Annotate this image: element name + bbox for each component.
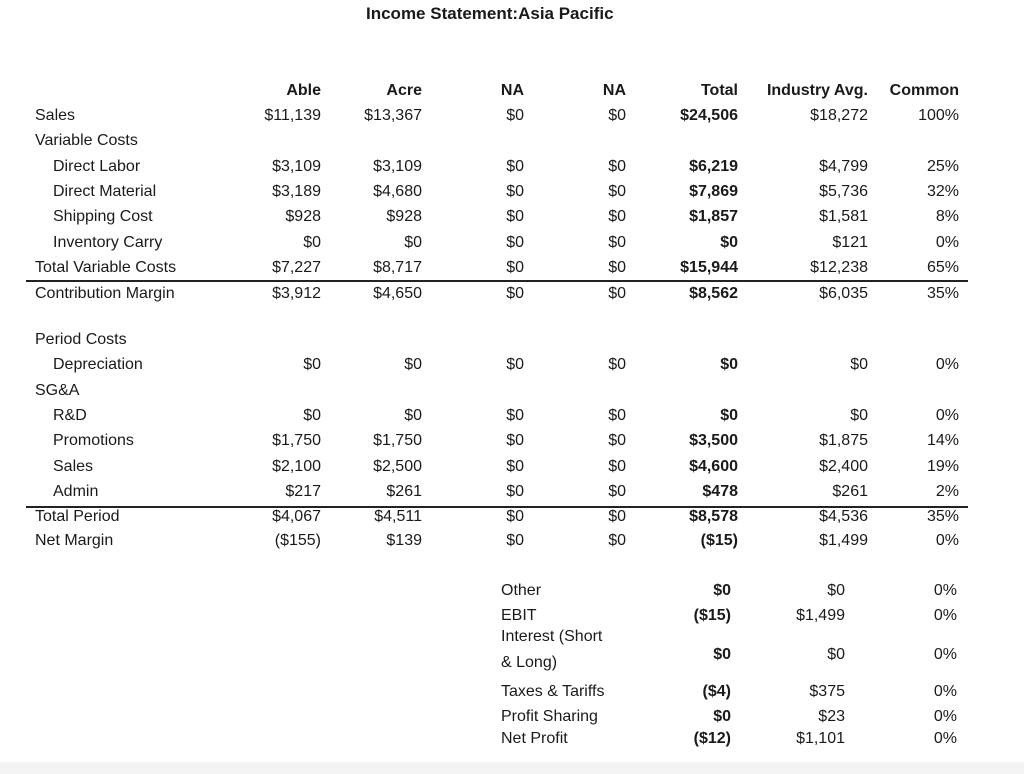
row-label: Admin: [53, 483, 99, 500]
table-cell: $4,511: [374, 508, 422, 525]
row-label: Total Variable Costs: [35, 259, 177, 276]
table-cell: $7,227: [272, 259, 321, 276]
table-cell: 100%: [918, 107, 959, 124]
table-cell: $0: [506, 208, 524, 225]
table-cell: $1,857: [689, 208, 738, 225]
summary-cell: 0%: [933, 607, 957, 624]
table-cell: 2%: [935, 483, 959, 500]
table-cell: $13,367: [364, 107, 422, 124]
summary-cell: $1,499: [796, 607, 845, 624]
row-label: Direct Labor: [53, 158, 141, 175]
table-cell: $8,717: [373, 259, 422, 276]
table-cell: $0: [720, 407, 738, 424]
table-cell: $1,581: [819, 208, 868, 225]
table-cell: $4,536: [819, 508, 868, 525]
table-cell: 0%: [935, 356, 959, 373]
column-header: Acre: [386, 82, 422, 99]
table-cell: 25%: [926, 158, 959, 175]
summary-cell: $0: [827, 646, 845, 663]
summary-cell: 0%: [933, 730, 957, 747]
table-cell: $2,500: [373, 458, 422, 475]
table-cell: $0: [608, 458, 626, 475]
table-cell: $217: [285, 483, 321, 500]
summary-cell: $0: [713, 646, 731, 663]
row-label: Sales: [53, 458, 94, 475]
table-cell: $0: [506, 285, 524, 302]
summary-cell: ($4): [702, 683, 731, 700]
table-cell: $4,799: [819, 158, 868, 175]
row-label: SG&A: [35, 382, 80, 399]
table-cell: $0: [404, 356, 422, 373]
summary-label: Interest (Short: [501, 628, 603, 645]
table-cell: $2,100: [272, 458, 321, 475]
table-cell: $1,499: [819, 532, 868, 549]
table-cell: $928: [285, 208, 321, 225]
row-label: Direct Material: [53, 183, 157, 200]
table-cell: $0: [404, 234, 422, 251]
table-cell: $0: [608, 158, 626, 175]
table-cell: $0: [608, 285, 626, 302]
summary-cell: 0%: [933, 582, 957, 599]
row-label: Depreciation: [53, 356, 143, 373]
row-divider: [26, 506, 968, 508]
bottom-strip: [0, 762, 1024, 774]
row-divider: [26, 280, 968, 282]
table-cell: $0: [608, 407, 626, 424]
table-cell: $0: [850, 407, 868, 424]
table-cell: $0: [608, 234, 626, 251]
table-cell: $0: [506, 407, 524, 424]
table-cell: $121: [832, 234, 868, 251]
summary-cell: 0%: [933, 646, 957, 663]
table-cell: $0: [506, 458, 524, 475]
table-cell: $8,578: [689, 508, 738, 525]
table-cell: $4,680: [373, 183, 422, 200]
table-cell: $0: [506, 183, 524, 200]
table-cell: $0: [608, 532, 626, 549]
summary-cell: $0: [713, 708, 731, 725]
table-cell: $6,219: [689, 158, 738, 175]
page-title: Income Statement:Asia Pacific: [366, 4, 614, 23]
table-cell: $0: [506, 432, 524, 449]
table-cell: $0: [506, 483, 524, 500]
table-cell: ($155): [274, 532, 321, 549]
summary-cell: $0: [713, 582, 731, 599]
table-cell: $0: [303, 234, 321, 251]
table-cell: $0: [850, 356, 868, 373]
table-cell: $0: [506, 107, 524, 124]
table-cell: ($15): [700, 532, 738, 549]
row-label: Variable Costs: [35, 132, 138, 149]
table-cell: $0: [720, 234, 738, 251]
table-cell: $1,875: [819, 432, 868, 449]
summary-label: EBIT: [501, 607, 537, 624]
table-cell: $0: [608, 483, 626, 500]
table-cell: $15,944: [680, 259, 738, 276]
row-label: Contribution Margin: [35, 285, 175, 302]
table-cell: $8,562: [689, 285, 738, 302]
summary-cell: ($12): [693, 730, 731, 747]
row-label: Inventory Carry: [53, 234, 163, 251]
row-label: Net Margin: [35, 532, 114, 549]
summary-cell: $375: [809, 683, 845, 700]
table-cell: 19%: [926, 458, 959, 475]
table-cell: $24,506: [680, 107, 738, 124]
table-cell: $261: [386, 483, 422, 500]
table-cell: $0: [506, 158, 524, 175]
table-cell: 14%: [926, 432, 959, 449]
table-cell: 65%: [926, 259, 959, 276]
column-header: Industry Avg.: [766, 82, 868, 99]
table-cell: 35%: [926, 508, 959, 525]
table-cell: $0: [506, 259, 524, 276]
summary-cell: $1,101: [796, 730, 845, 747]
summary-label: Profit Sharing: [501, 708, 598, 725]
table-cell: $139: [386, 532, 422, 549]
column-header: Able: [286, 82, 321, 99]
table-cell: $0: [303, 407, 321, 424]
table-cell: $0: [506, 532, 524, 549]
summary-label: & Long): [501, 654, 558, 671]
table-cell: $18,272: [810, 107, 868, 124]
row-label: Period Costs: [35, 331, 127, 348]
table-cell: $12,238: [810, 259, 868, 276]
table-cell: $4,600: [689, 458, 738, 475]
table-cell: $4,067: [272, 508, 321, 525]
table-cell: $3,912: [272, 285, 321, 302]
table-cell: $6,035: [819, 285, 868, 302]
table-cell: $928: [386, 208, 422, 225]
summary-label: Taxes & Tariffs: [501, 683, 605, 700]
table-cell: $1,750: [373, 432, 422, 449]
row-label: Shipping Cost: [53, 208, 153, 225]
summary-cell: $23: [818, 708, 845, 725]
table-cell: 0%: [935, 234, 959, 251]
table-cell: $0: [506, 508, 524, 525]
table-cell: $0: [404, 407, 422, 424]
table-cell: 8%: [935, 208, 959, 225]
row-label: Total Period: [35, 508, 120, 525]
table-cell: $0: [506, 234, 524, 251]
table-cell: $2,400: [819, 458, 868, 475]
table-cell: $0: [608, 432, 626, 449]
table-cell: $3,109: [272, 158, 321, 175]
table-cell: $0: [720, 356, 738, 373]
table-cell: $261: [832, 483, 868, 500]
table-cell: $478: [702, 483, 738, 500]
table-cell: 35%: [926, 285, 959, 302]
table-cell: $0: [608, 208, 626, 225]
table-cell: $11,139: [264, 107, 321, 124]
table-cell: $0: [608, 259, 626, 276]
column-header: NA: [602, 82, 626, 99]
table-cell: $7,869: [689, 183, 738, 200]
summary-cell: ($15): [693, 607, 731, 624]
table-cell: 0%: [935, 407, 959, 424]
table-cell: $0: [608, 508, 626, 525]
summary-label: Other: [501, 582, 542, 599]
column-header: Common: [889, 82, 959, 99]
table-cell: $0: [303, 356, 321, 373]
table-cell: $4,650: [373, 285, 422, 302]
summary-label: Net Profit: [501, 730, 568, 747]
table-cell: 0%: [935, 532, 959, 549]
table-cell: $5,736: [819, 183, 868, 200]
row-label: Sales: [35, 107, 76, 124]
summary-cell: 0%: [933, 683, 957, 700]
table-cell: $3,189: [272, 183, 321, 200]
column-header: Total: [700, 82, 738, 99]
table-cell: 32%: [926, 183, 959, 200]
table-cell: $3,109: [373, 158, 422, 175]
row-label: R&D: [53, 407, 87, 424]
table-cell: $1,750: [272, 432, 321, 449]
column-header: NA: [500, 82, 524, 99]
table-cell: $0: [608, 356, 626, 373]
summary-cell: 0%: [933, 708, 957, 725]
table-cell: $3,500: [689, 432, 738, 449]
table-cell: $0: [608, 107, 626, 124]
table-cell: $0: [506, 356, 524, 373]
table-cell: $0: [608, 183, 626, 200]
row-label: Promotions: [53, 432, 134, 449]
summary-cell: $0: [827, 582, 845, 599]
